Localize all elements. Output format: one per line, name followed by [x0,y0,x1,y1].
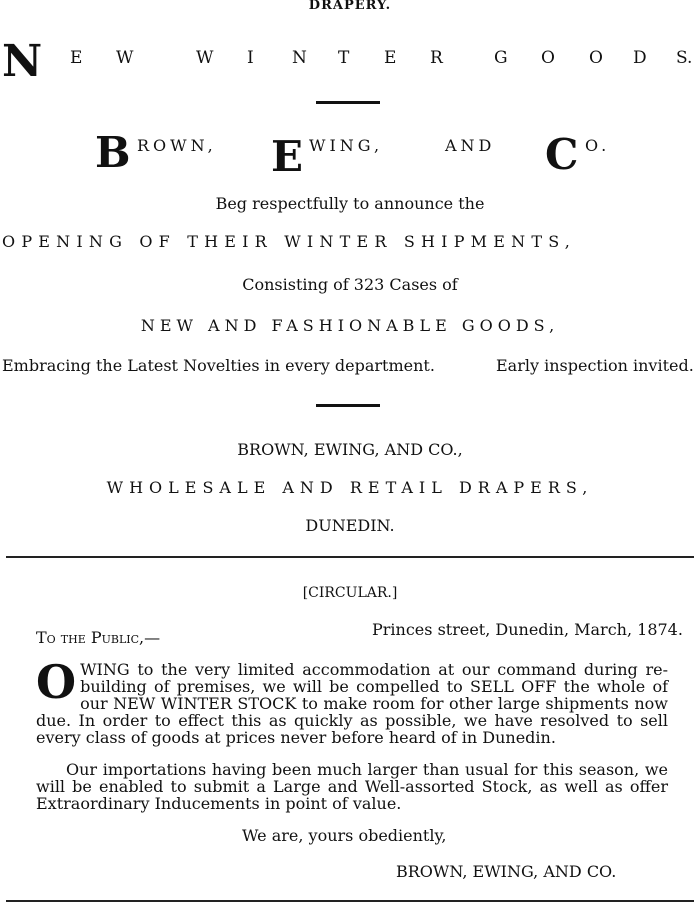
headline-letter: D [633,48,647,68]
divider-rule [316,101,380,104]
headline-letter: G [494,48,508,68]
headline-letter: I [247,48,254,68]
headline [0,38,700,88]
divider-rule [316,404,380,407]
headline-letter: S. [676,48,693,68]
circular-paragraph-1 [36,655,668,747]
firm-word: WING, [309,136,384,155]
signoff-line: BROWN, EWING, AND CO. [396,862,617,881]
circular-label: [CIRCULAR.] [302,585,398,601]
headline-letter: E [70,48,83,68]
opening-line: OPENING OF THEIR WINTER SHIPMENTS, [2,232,577,251]
headline-letter: N [2,36,43,87]
paragraph-text: WING to the very limited accommodation at our command during re-building of premises, we will be compelled to SELL OFF the whole of our NEW WINTER STOCK to make room for other large shipments now due. In order to effect this as quickly as possible, we have resolved to sell every class of goods at prices never before heard of in Dunedin. [36,660,668,747]
headline-letter: E [384,48,397,68]
early-inspection-line: Early inspection invited. [496,356,694,375]
headline-letter: W [196,48,214,68]
circular-paragraph-2: Our importations having been much larger than usual for this season, we will be enabled to submit a Large and Well-assorted Stock, as well as offer Extraordinary Inducements in point of value. [36,760,668,813]
firm-word: ROWN, [137,136,217,155]
consisting-line: Consisting of 323 Cases of [242,275,458,294]
headline-letter: W [116,48,134,68]
announce-line: Beg respectfully to announce the [215,194,485,213]
goods-line: NEW AND FASHIONABLE GOODS, [140,316,560,335]
signature-name: BROWN, EWING, AND CO., [237,440,463,459]
signature-trade: WHOLESALE AND RETAIL DRAPERS, [106,478,594,497]
signature-city: DUNEDIN. [305,516,395,535]
firm-initial: C [545,130,579,179]
section-heading: DRAPERY. [308,0,392,13]
bottom-rule [6,900,694,902]
drop-cap: O [36,655,77,709]
firm-initial: B [95,128,131,177]
circular-salutation: To the Public,— [36,628,161,647]
headline-letter: O [541,48,555,68]
embracing-line: Embracing the Latest Novelties in every department. [2,356,435,375]
headline-letter: N [292,48,307,68]
headline-letter: T [338,48,350,68]
headline-letter: O [589,48,603,68]
headline-letter: R [430,48,443,68]
firm-name [95,130,615,180]
firm-word: O. [585,136,611,155]
firm-initial: E [271,132,304,181]
firm-word: AND [445,136,496,155]
section-rule [6,556,694,558]
closing-line: We are, yours obediently, [242,826,447,845]
circular-dateline: Princes street, Dunedin, March, 1874. [372,620,683,639]
